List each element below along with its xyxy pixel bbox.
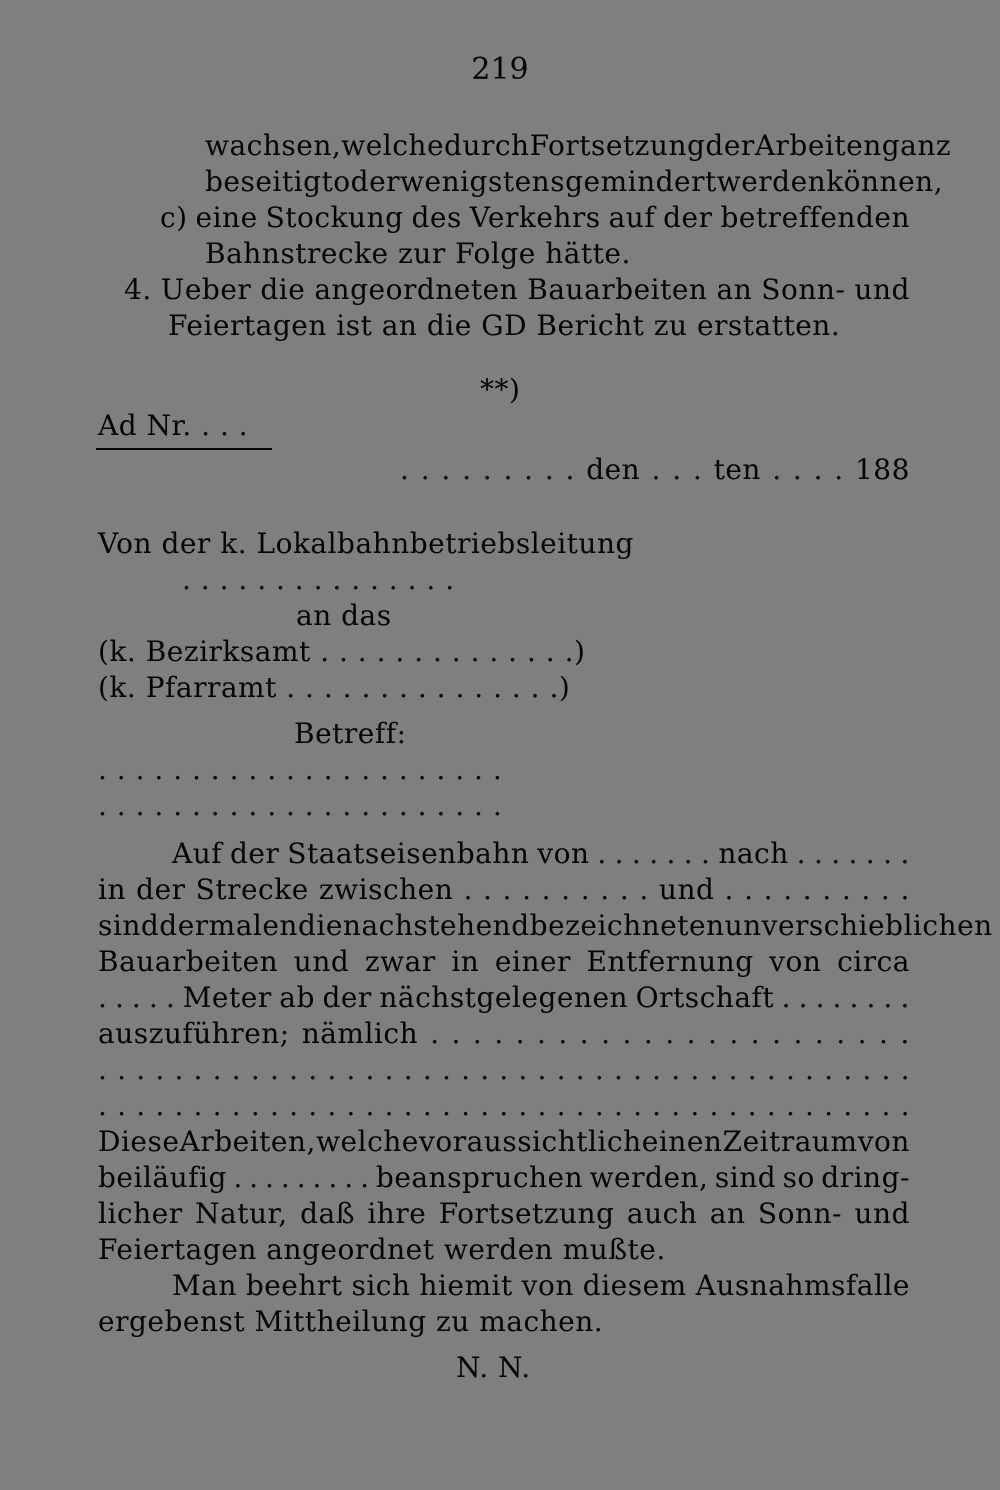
dotted-line: . . . . . . . . . . . . . . . [182, 563, 455, 596]
text-line: an das [296, 599, 392, 632]
signature: N. N. [456, 1351, 531, 1384]
dotted-line: . . . . . . . . . . . . . . . . . . . . . . . . . . . . . . . . . . . . . . . . . . . [98, 1053, 910, 1086]
text-line: (k. Pfarramt . . . . . . . . . . . . . . .) [98, 671, 571, 704]
text-line: Betreff: [294, 717, 407, 750]
text-line: sind dermalen die nachstehend bezeichneten unverschieblichen [98, 909, 993, 942]
dotted-line: . . . . . . . . . . . . . . . . . . . . . . . . . . . . . . . . . . . . . . . . . . . [98, 1089, 910, 1122]
dotted-line: . . . . . . . . . . . . . . . . . . . . . . [98, 789, 503, 822]
text-line: Man beehrt sich hiemit von diesem Ausnahmsfalle [172, 1269, 910, 1302]
text-line: Feiertagen ist an die GD Bericht zu erstatten. [168, 309, 841, 342]
page-number: 219 [471, 52, 529, 87]
footnote-marker: **) [480, 373, 521, 406]
text-line: licher Natur, daß ihre Fortsetzung auch an Sonn- und [98, 1197, 910, 1230]
ad-nr-line: Ad Nr. . . . [98, 409, 249, 442]
text-line: beiläufig . . . . . . . . . beanspruchen werden, sind so dring- [98, 1161, 910, 1194]
text-line: Von der k. Lokalbahnbetriebsleitung [98, 527, 634, 560]
text-line: in der Strecke zwischen . . . . . . . . . . und . . . . . . . . . . [98, 873, 910, 906]
text-line: Bahnstrecke zur Folge hätte. [205, 237, 631, 270]
dotted-line: . . . . . . . . . . . . . . . . . . . . . . [98, 753, 503, 786]
text-line: auszuführen; nämlich . . . . . . . . . . . . . . . . . . . . . . . [98, 1017, 910, 1050]
text-line: Bauarbeiten und zwar in einer Entfernung von circa [98, 945, 910, 978]
text-line: Feiertagen angeordnet werden mußte. [98, 1233, 666, 1266]
text-line: (k. Bezirksamt . . . . . . . . . . . . . .) [98, 635, 586, 668]
text-line: beseitigt oder wenigstens gemindert werden können, [205, 165, 944, 198]
text-line: 4. Ueber die angeordneten Bauarbeiten an Sonn- und [124, 273, 910, 306]
text-line: Diese Arbeiten, welche voraussichtlich einen Zeitraum von [98, 1125, 910, 1158]
date-line: . . . . . . . . . den . . . ten . . . . 188 [400, 453, 910, 486]
ad-nr-underline [96, 448, 272, 450]
text-line: wachsen, welche durch Fortsetzung der Arbeiten ganz [205, 129, 952, 162]
text-line: c) eine Stockung des Verkehrs auf der betreffenden [160, 201, 910, 234]
text-line: . . . . . Meter ab der nächstgelegenen Ortschaft . . . . . . . . [98, 981, 910, 1014]
text-line: Auf der Staatseisenbahn von . . . . . . . nach . . . . . . . [172, 837, 910, 870]
text-line: ergebenst Mittheilung zu machen. [98, 1305, 604, 1338]
